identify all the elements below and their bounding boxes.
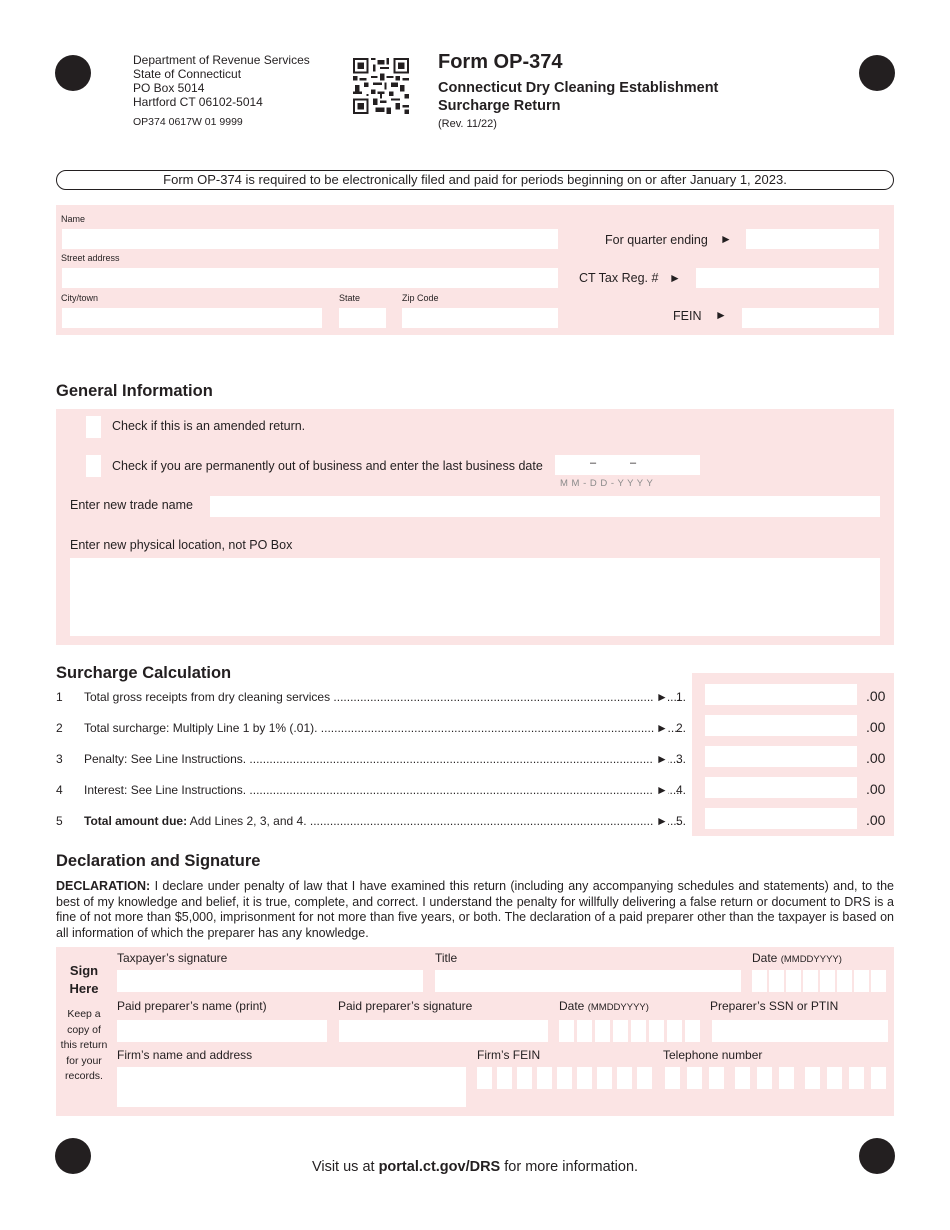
date-digit-box[interactable] <box>837 970 852 992</box>
footer-prefix: Visit us at <box>311 1159 375 1175</box>
phone-digit-box[interactable] <box>827 1067 842 1089</box>
line-text: Total surcharge: Multiply Line 1 by 1% (.01). <box>84 721 318 735</box>
fein-field[interactable] <box>742 308 879 328</box>
date-digit-box[interactable] <box>595 1020 610 1042</box>
line-text: Total gross receipts from dry cleaning services <box>84 690 331 704</box>
date-digit-box[interactable] <box>649 1020 664 1042</box>
form-title: Form OP-374 <box>438 51 563 73</box>
arrow-right-icon: ► <box>715 308 727 322</box>
footer-note <box>0 1159 950 1175</box>
line-text-bold: Total amount due: <box>84 814 188 828</box>
line-description <box>84 721 680 735</box>
arrow-right-icon: ► <box>656 752 668 766</box>
registration-mark <box>859 55 895 91</box>
preparer-ssn-label: Preparer’s SSN or PTIN <box>710 999 839 1013</box>
agency-line: PO Box 5014 <box>133 81 205 95</box>
date-label-text: Date <box>752 951 778 965</box>
date-digit-box[interactable] <box>786 970 801 992</box>
cents-label: .00 <box>866 750 886 766</box>
arrow-right-icon: ► <box>669 271 681 285</box>
line-5-amount-field[interactable] <box>705 808 857 829</box>
date-format: (MMDDYYYY) <box>587 1002 649 1013</box>
fein-digit-box[interactable] <box>497 1067 512 1089</box>
line-label: 3. <box>676 752 687 766</box>
preparer-ssn-field[interactable] <box>712 1020 888 1042</box>
general-info-heading: General Information <box>56 382 213 400</box>
fein-digit-box[interactable] <box>617 1067 632 1089</box>
sign-here-label: Sign Here <box>69 963 99 996</box>
zip-label: Zip Code <box>402 293 439 303</box>
fein-label: FEIN <box>673 309 702 323</box>
agency-address <box>133 53 310 109</box>
fein-digit-box[interactable] <box>477 1067 492 1089</box>
line-2-amount-field[interactable] <box>705 715 857 736</box>
cents-label: .00 <box>866 781 886 797</box>
date-digit-box[interactable] <box>820 970 835 992</box>
physical-location-field[interactable] <box>70 558 880 636</box>
preparer-name-field[interactable] <box>117 1020 327 1042</box>
phone-digit-box[interactable] <box>849 1067 864 1089</box>
date-digit-box[interactable] <box>577 1020 592 1042</box>
footer-link[interactable]: portal.ct.gov/DRS <box>378 1159 501 1175</box>
surcharge-heading: Surcharge Calculation <box>56 664 232 682</box>
amended-label: Check if this is an amended return. <box>112 419 306 433</box>
declaration-heading: Declaration and Signature <box>56 852 261 870</box>
line-text: Interest: See Line Instructions. <box>84 783 247 797</box>
date-digit-box[interactable] <box>769 970 784 992</box>
fein-digit-box[interactable] <box>637 1067 652 1089</box>
title-label: Title <box>435 951 458 965</box>
date-digit-box[interactable] <box>631 1020 646 1042</box>
qr-code-icon <box>353 58 409 114</box>
ct-tax-reg-field[interactable] <box>696 268 879 288</box>
form-subtitle: Surcharge Return <box>438 98 561 114</box>
date-digit-box[interactable] <box>685 1020 700 1042</box>
line-label: 5. <box>676 814 687 828</box>
fein-digit-box[interactable] <box>597 1067 612 1089</box>
preparer-date-label <box>559 999 649 1013</box>
line-label: 4. <box>676 783 687 797</box>
firm-fein-label: Firm’s FEIN <box>477 1048 541 1062</box>
phone-digit-box[interactable] <box>779 1067 794 1089</box>
ct-tax-reg-label: CT Tax Reg. # <box>579 271 659 285</box>
date-digit-box[interactable] <box>803 970 818 992</box>
date-format: (MMDDYYYY) <box>780 954 842 965</box>
line-number: 4 <box>56 783 63 797</box>
line-text: Penalty: See Line Instructions. <box>84 752 247 766</box>
phone-digit-box[interactable] <box>665 1067 680 1089</box>
line-text: Add Lines 2, 3, and 4. <box>189 814 307 828</box>
line-label: 1. <box>676 690 687 704</box>
line-3-amount-field[interactable] <box>705 746 857 767</box>
line-4-amount-field[interactable] <box>705 777 857 798</box>
quarter-ending-field[interactable] <box>746 229 879 249</box>
declaration-text <box>56 879 894 941</box>
preparer-name-label: Paid preparer’s name (print) <box>117 999 267 1013</box>
surcharge-line-1 <box>56 690 687 706</box>
physical-location-label: Enter new physical location, not PO Box <box>70 538 293 552</box>
cents-label: .00 <box>866 688 886 704</box>
out-of-business-label: Check if you are permanently out of business and enter the last business date <box>112 459 543 473</box>
line-number: 3 <box>56 752 63 766</box>
phone-digit-box[interactable] <box>757 1067 772 1089</box>
firm-name-label: Firm’s name and address <box>117 1048 253 1062</box>
phone-digit-box[interactable] <box>735 1067 750 1089</box>
arrow-right-icon: ► <box>656 721 668 735</box>
phone-digit-box[interactable] <box>805 1067 820 1089</box>
title-field[interactable] <box>435 970 741 992</box>
agency-line: State of Connecticut <box>133 67 242 81</box>
state-field[interactable] <box>339 308 386 328</box>
city-label: City/town <box>61 293 99 303</box>
date-digit-box[interactable] <box>871 970 886 992</box>
line-description <box>84 690 680 704</box>
declaration-body: I declare under penalty of law that I have examined this return (including any accompanying schedules and statements) and, to the best of my knowledge and belief, it is true, complete, and correct. I understand the penalty for willfully delivering a false return or document to DRS is a fine of not more than $5,000, imprisonment for not more than five years, or both. The declaration of a paid preparer other than the taxpayer is based on all information of which the preparer has any knowledge. <box>56 879 894 940</box>
declaration-label: DECLARATION: <box>56 879 151 893</box>
line-number: 2 <box>56 721 63 735</box>
cents-label: .00 <box>866 812 886 828</box>
date-label <box>752 951 842 965</box>
trade-name-label: Enter new trade name <box>70 498 193 512</box>
date-digit-box[interactable] <box>559 1020 574 1042</box>
city-field[interactable] <box>62 308 322 328</box>
arrow-right-icon: ► <box>720 232 732 246</box>
date-digit-box[interactable] <box>752 970 767 992</box>
quarter-ending-label: For quarter ending <box>605 233 708 247</box>
name-label: Name <box>61 214 86 224</box>
date-separator: – <box>590 457 597 469</box>
keep-copy-note: Keep a copy of this return for your records. <box>60 1008 108 1082</box>
date-label-text: Date <box>559 999 585 1013</box>
arrow-right-icon: ► <box>656 690 668 704</box>
surcharge-line-4 <box>56 783 687 799</box>
date-digit-box[interactable] <box>854 970 869 992</box>
surcharge-line-3 <box>56 752 687 768</box>
form-code: OP374 0617W 01 9999 <box>133 116 243 128</box>
date-digit-box[interactable] <box>613 1020 628 1042</box>
line-description <box>84 814 680 828</box>
zip-code-field[interactable] <box>402 308 558 328</box>
date-format-hint: M M - D D - Y Y Y Y <box>560 478 654 489</box>
footer-suffix: for more information. <box>504 1159 639 1175</box>
registration-mark <box>55 55 91 91</box>
state-label: State <box>339 293 361 303</box>
out-of-business-checkbox[interactable] <box>86 455 101 477</box>
preparer-signature-label: Paid preparer’s signature <box>338 999 473 1013</box>
fein-digit-box[interactable] <box>537 1067 552 1089</box>
e-file-notice: Form OP-374 is required to be electronically filed and paid for periods beginning on or after January 1, 2023. <box>56 170 894 190</box>
last-business-date-field[interactable] <box>555 455 700 475</box>
arrow-right-icon: ► <box>656 783 668 797</box>
firm-name-address-field[interactable] <box>117 1067 466 1107</box>
line-number: 5 <box>56 814 63 828</box>
trade-name-field[interactable] <box>210 496 880 517</box>
line-description <box>84 752 680 766</box>
name-field[interactable] <box>62 229 558 249</box>
surcharge-line-5 <box>56 814 687 830</box>
surcharge-line-2 <box>56 721 687 737</box>
amended-checkbox[interactable] <box>86 416 101 438</box>
arrow-right-icon: ► <box>656 814 668 828</box>
street-label: Street address <box>61 253 120 263</box>
fein-digit-box[interactable] <box>577 1067 592 1089</box>
agency-line: Department of Revenue Services <box>133 53 310 67</box>
fein-digit-box[interactable] <box>517 1067 532 1089</box>
taxpayer-signature-label: Taxpayer’s signature <box>117 951 228 965</box>
revision-date: (Rev. 11/22) <box>438 118 497 130</box>
date-separator: – <box>630 457 637 469</box>
fein-digit-box[interactable] <box>557 1067 572 1089</box>
form-subtitle: Connecticut Dry Cleaning Establishment <box>438 80 719 96</box>
line-label: 2. <box>676 721 687 735</box>
telephone-label: Telephone number <box>663 1048 763 1062</box>
agency-line: Hartford CT 06102-5014 <box>133 95 263 109</box>
cents-label: .00 <box>866 719 886 735</box>
taxpayer-signature-field[interactable] <box>117 970 423 992</box>
line-description <box>84 783 680 797</box>
date-digit-box[interactable] <box>667 1020 682 1042</box>
phone-digit-box[interactable] <box>871 1067 886 1089</box>
preparer-signature-field[interactable] <box>339 1020 548 1042</box>
phone-digit-box[interactable] <box>687 1067 702 1089</box>
phone-digit-box[interactable] <box>709 1067 724 1089</box>
line-number: 1 <box>56 690 63 704</box>
street-address-field[interactable] <box>62 268 558 288</box>
line-1-amount-field[interactable] <box>705 684 857 705</box>
